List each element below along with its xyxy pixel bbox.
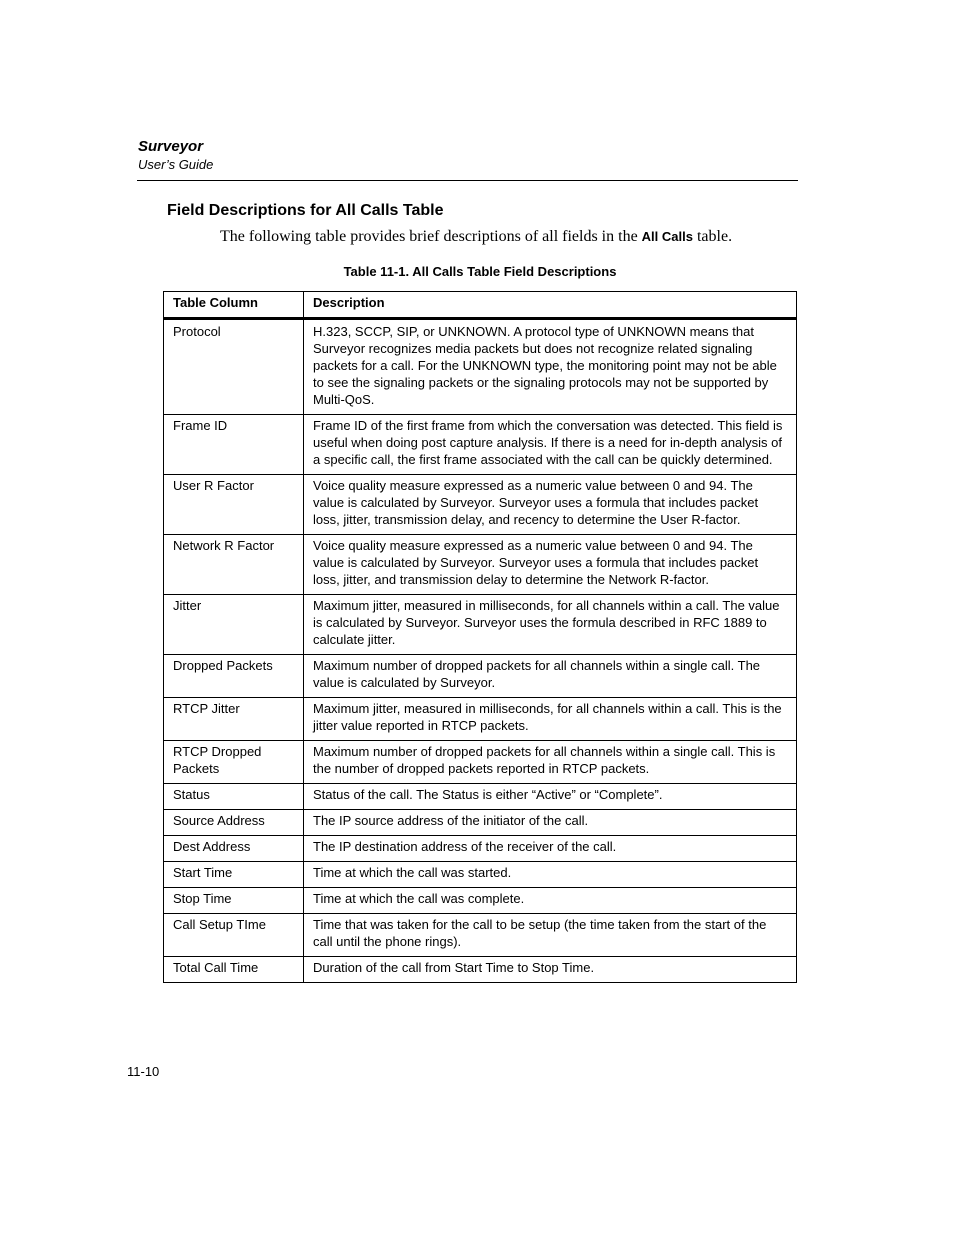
table-header-row — [164, 292, 797, 319]
table-row — [164, 836, 797, 862]
field-description-cell: H.323, SCCP, SIP, or UNKNOWN. A protocol type of UNKNOWN means that Surveyor recognizes media packets but does not recognize related signaling packets for a call. For the UNKNOWN type, the monitoring point may not be able to see the signaling packets or the signaling protocols may not be supported by Multi-QoS. — [304, 319, 797, 415]
field-name-cell: Frame ID — [164, 415, 304, 475]
field-description-cell: The IP destination address of the receiver of the call. — [304, 836, 797, 862]
field-name-cell: Total Call Time — [164, 957, 304, 983]
intro-text-after: table. — [692, 228, 733, 245]
intro-paragraph — [220, 228, 732, 246]
field-description-cell: Voice quality measure expressed as a numeric value between 0 and 94. The value is calculated by Surveyor. Surveyor uses a formula that includes packet loss, jitter, transmission delay, and recency to determine the User R-factor. — [304, 475, 797, 535]
table-row — [164, 535, 797, 595]
field-name-cell: Stop Time — [164, 888, 304, 914]
field-description-cell: Maximum jitter, measured in milliseconds, for all channels within a call. The value is calculated by Surveyor. Surveyor uses the formula described in RFC 1889 to calculate jitter. — [304, 595, 797, 655]
table-row — [164, 810, 797, 836]
field-name-cell: Call Setup TIme — [164, 914, 304, 957]
field-description-cell: Duration of the call from Start Time to Stop Time. — [304, 957, 797, 983]
field-name-cell: Source Address — [164, 810, 304, 836]
field-description-cell: Maximum number of dropped packets for all channels within a single call. The value is calculated by Surveyor. — [304, 655, 797, 698]
field-description-cell: Maximum jitter, measured in milliseconds, for all channels within a call. This is the jitter value reported in RTCP packets. — [304, 698, 797, 741]
intro-text-before: The following table provides brief descriptions of all fields in the — [220, 228, 642, 245]
field-name-cell: Protocol — [164, 319, 304, 415]
field-description-cell: Time at which the call was started. — [304, 862, 797, 888]
field-name-cell: Network R Factor — [164, 535, 304, 595]
table-row — [164, 957, 797, 983]
running-header-title: Surveyor — [138, 138, 204, 155]
table-row — [164, 655, 797, 698]
field-descriptions-table — [163, 291, 797, 983]
field-name-cell: Status — [164, 784, 304, 810]
field-name-cell: Start Time — [164, 862, 304, 888]
table-row — [164, 888, 797, 914]
field-description-cell: Time that was taken for the call to be setup (the time taken from the start of the call until the phone rings). — [304, 914, 797, 957]
field-name-cell: RTCP Jitter — [164, 698, 304, 741]
table-row — [164, 698, 797, 741]
field-description-cell: Status of the call. The Status is either “Active” or “Complete”. — [304, 784, 797, 810]
table-row — [164, 475, 797, 535]
field-name-cell: Dest Address — [164, 836, 304, 862]
field-name-cell: User R Factor — [164, 475, 304, 535]
page-number: 11-10 — [127, 1064, 160, 1079]
field-description-cell: Time at which the call was complete. — [304, 888, 797, 914]
table-caption: Table 11-1. All Calls Table Field Descriptions — [343, 264, 617, 279]
section-heading: Field Descriptions for All Calls Table — [167, 202, 444, 219]
table-row — [164, 415, 797, 475]
table-row — [164, 784, 797, 810]
header-table-column: Table Column — [164, 292, 304, 319]
table-row — [164, 741, 797, 784]
field-description-cell: Frame ID of the first frame from which the conversation was detected. This field is useful when doing post capture analysis. If there is a need for in-depth analysis of a specific call, the first frame associated with the call can be quickly determined. — [304, 415, 797, 475]
table-row — [164, 862, 797, 888]
field-description-cell: The IP source address of the initiator of the call. — [304, 810, 797, 836]
table-row — [164, 595, 797, 655]
header-description: Description — [304, 292, 797, 319]
field-name-cell: RTCP Dropped Packets — [164, 741, 304, 784]
running-header-subtitle: User’s Guide — [138, 157, 214, 172]
field-name-cell: Dropped Packets — [164, 655, 304, 698]
table-row — [164, 319, 797, 415]
header-rule — [137, 180, 798, 181]
field-name-cell: Jitter — [164, 595, 304, 655]
field-description-cell: Maximum number of dropped packets for all channels within a single call. This is the number of dropped packets reported in RTCP packets. — [304, 741, 797, 784]
intro-ui-term: All Calls — [641, 229, 693, 244]
table-row — [164, 914, 797, 957]
field-description-cell: Voice quality measure expressed as a numeric value between 0 and 94. The value is calculated by Surveyor. Surveyor uses a formula that includes packet loss, jitter, and transmission delay to determine the Network R-factor. — [304, 535, 797, 595]
